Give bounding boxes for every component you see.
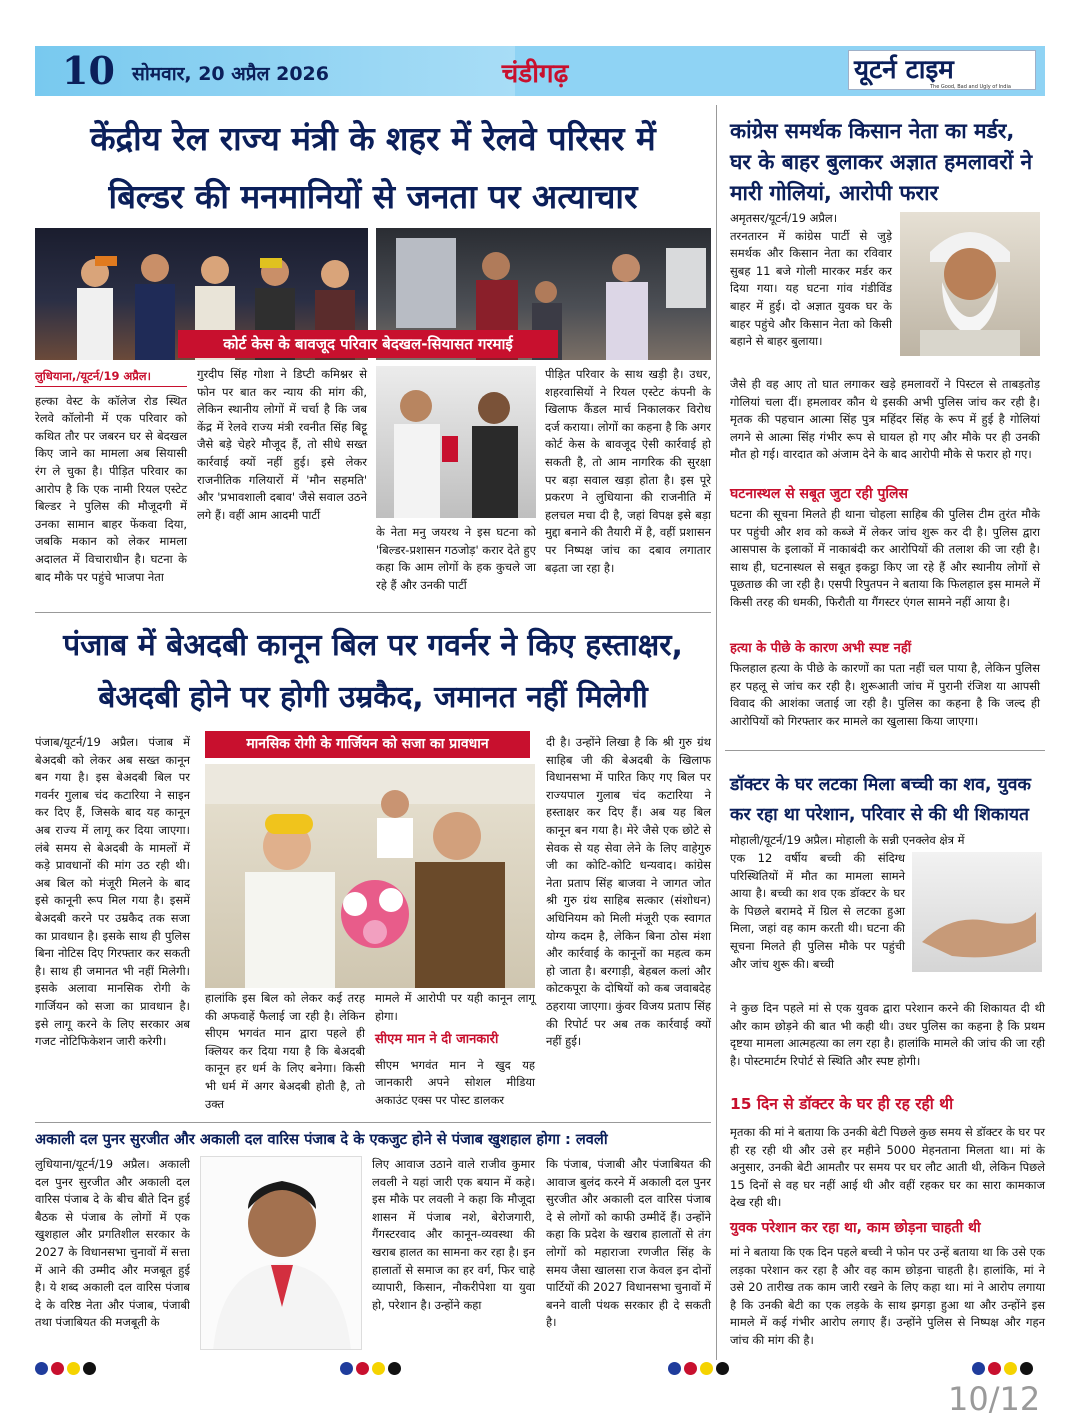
dot-navy (972, 1362, 985, 1375)
story3-strip: मानसिक रोगी के गार्जियन को सजा का प्रावधान (205, 731, 530, 758)
story3-column-3 (375, 990, 535, 1110)
farmer-portrait (900, 212, 1040, 356)
story3-headline-line1: पंजाब में बेअदबी कानून बिल पर गवर्नर ने किए हस्ताक्षर, (63, 628, 683, 663)
story4-subhead-1: 15 दिन से डॉक्टर के घर ही रह रही थी (730, 1095, 954, 1113)
story2-paragraph-1: जैसे ही वह आए तो घात लगाकर खड़े हमलावरों ने पिस्टल से ताबड़तोड़ गोलियां चला दीं। हमलावर कौन थे इसकी अभी पुलिस जांच कर रही है। मृतक की पहचान आत्मा सिंह पुत्र महिंदर सिंह के रूप में हुई है गोलियां लगने से आत्मा सिंह गंभीर रूप से घायल हो गए और मौके पर ही उनकी मौत हो गई। वारदात को अंजाम देने के बाद आरोपी मौके से फरार हो गए। (730, 377, 1040, 462)
footer-dots-1 (35, 1362, 96, 1375)
row-divider (35, 1122, 711, 1123)
row-divider (35, 612, 711, 613)
logo-tagline: The Good, Bad and Ugly of India (930, 84, 1011, 90)
story2-dateline: अमृतसर/यूटर्न/19 अप्रैल। (730, 211, 838, 225)
dot-black (1020, 1362, 1033, 1375)
right-row-divider (725, 750, 1045, 751)
story2-lead (730, 210, 892, 351)
story4-subhead-2: युवक परेशान कर रहा था, काम छोड़ना चाहती थी (730, 1220, 981, 1236)
story4-paragraph-3: मां ने बताया कि एक दिन पहले बच्ची ने फोन पर उन्हें बताया था कि उसे एक लड़का परेशान कर रहा है और वह काम छोड़ना चाहती है। हालांकि, मां ने उसे 20 तारीख तक काम जारी रखने के लिए कहा था। मां ने आरोप लगाया है कि उनकी बेटी का एक लड़के के साथ झगड़ा हुआ था और उन्होंने इस मामले में कई गंभीर आरोप लगाए हैं। उन्होंने पुलिस से निष्पक्ष और गहन जांच की मांग की है। (730, 1245, 1045, 1347)
dot-yellow (700, 1362, 713, 1375)
story2-paragraph-2: घटना की सूचना मिलते ही थाना चोहला साहिब की पुलिस टीम तुरंत मौके पर पहुंची और शव को कब्जे में लेकर जांच शुरू कर दी है। पुलिस द्वारा आसपास के इलाकों में नाकाबंदी कर आरोपियों की तलाश की जा रही है। साथ ही, घटनास्थल से सबूत इकट्ठा किए जा रहे हैं और स्थानीय लोगों से पूछताछ की जा रही है। एसपी रिपुतपन ने बताया कि फिलहाल इस मामले में किसी तरह की धमकी, फिरौती या गैंगस्टर एंगल सामने नहीं आया है। (730, 507, 1040, 609)
story2-lead-text: तरनतारन में कांग्रेस पार्टी से जुड़े समर्थक और किसान नेता का रविवार सुबह 11 बजे गोली मारकर मर्डर कर दिया गया। यह घटना गांव गंडीविंड बाहर में हुई। दो अज्ञात युवक घर के बाहर पहुंचे और किसान नेता को किसी बहाने से बाहर बुलाया। (730, 228, 892, 349)
story1-strip: कोर्ट केस के बावजूद परिवार बेदखल-सियासत गरमाई (178, 330, 558, 358)
story5-column-2: लिए आवाज उठाने वाले राजीव कुमार लवली ने यहां जारी एक बयान में कहे। इस मौके पर लवली ने कहा कि मौजूदा शासन में पंजाब नशे, बेरोजगारी, गैंगस्टरवाद और कानून-व्यवस्था की खराब हालत का सामना कर रहा है। इन हालातों से समाज का हर वर्ग, फिर चाहे व्यापारी, किसान, नौकरीपेशा या युवा हो, परेशान है। उन्होंने कहा (372, 1157, 535, 1312)
story3-column-1: पंजाब/यूटर्न/19 अप्रैल। पंजाब में बेअदबी को लेकर अब सख्त कानून बन गया है। इस बेअदबी बिल पर गवर्नर गुलाब चंद कटारिया ने साइन कर दिए हैं, जिसके बाद यह कानून अब राज्य में लागू कर दिया जाएगा। लंबे समय से बेअदबी के मामलों में कड़े प्रावधानों की मांग उठ रही थी। अब बिल को मंजूरी मिलने के बाद इसे कानूनी रूप मिल गया है। इसमें बेअदबी करने पर उम्रकैद तक सजा का प्रावधान है। इसके साथ ही पुलिस बिना नोटिस दिए गिरफ्तार कर सकती है। साथ ही जमानत भी नहीं मिलेगी। इसके अलावा मानसिक रोगी के गार्जियन को सजा का प्रावधान है। इसे लागू करने के लिए सरकार अब गजट नोटिफिकेशन जारी करेगी। (35, 735, 190, 1049)
story5-column-3: कि पंजाब, पंजाबी और पंजाबियत की आवाज बुलंद करने में अकाली दल पुनर सुरजीत और अकाली दल वारिस पंजाब दे से लोगों को काफी उम्मीदें हैं। उन्होंने कहा कि प्रदेश के खराब हालातों से तंग लोगों को महाराजा रणजीत सिंह के समय जैसा खालसा राज केवल इन दोनों पार्टियों की 2027 विधानसभा चुनावों में बनने वाली पंथक सरकार ही दे सकती है। (546, 1157, 711, 1330)
dot-navy (35, 1362, 48, 1375)
story2-headline-line3: मारी गोलियां, आरोपी फरार (730, 181, 939, 205)
story2-subhead-2: हत्या के पीछे के कारण अभी स्पष्ट नहीं (730, 641, 912, 656)
story1-headline-line2: बिल्डर की मनमानियों से जनता पर अत्याचार (108, 177, 638, 216)
lovely-portrait (201, 1157, 362, 1350)
story3-headline-line2: बेअदबी होने पर होगी उम्रकैद, जमानत नहीं मिलेगी (98, 680, 648, 715)
story1-text-1: हल्का वेस्ट के कॉलेज रोड स्थित रेलवे कॉलोनी में एक परिवार को कथित तौर पर जबरन घर से बेदखल किए जाने का मामला अब सियासी रंग ले चुका है। पीड़ित परिवार का आरोप है कि एक नामी रियल एस्टेट बिल्डर ने पुलिस की मौजूदगी में उनका सामान बाहर फेंकवा दिया, जबकि मकान को लेकर मामला अदालत में विचाराधीन है। घटना के बाद मौके पर पहुंचे भाजपा नेता (35, 393, 187, 584)
dot-black (83, 1362, 96, 1375)
story4-paragraph-2: मृतका की मां ने बताया कि उनकी बेटी पिछले कुछ समय से डॉक्टर के घर पर ही रह रही थी और उसे हर महीने 5000 मेहनताना मिलता था। मां के अनुसार, उनकी बेटी आमतौर पर समय पर घर लौट आती थी, लेकिन पिछले 15 दिनों से वह घर नहीं आई थी और वहीं रहकर घर का सारा कामकाज देख रही थी। (730, 1125, 1045, 1210)
interview-photo (376, 366, 536, 518)
dot-red (988, 1362, 1001, 1375)
story4-lead-line (730, 832, 1050, 850)
footer-dots-4 (972, 1362, 1033, 1375)
story1-headline (35, 110, 711, 226)
hand-photo (912, 852, 1042, 972)
dot-yellow (67, 1362, 80, 1375)
dot-red (684, 1362, 697, 1375)
dot-yellow (372, 1362, 385, 1375)
page-number: 10 (62, 48, 115, 93)
story3-column-2: हालांकि इस बिल को लेकर कई तरह की अफवाहें फैलाई जा रही है। लेकिन सीएम भगवंत मान द्वारा पहले ही क्लियर कर दिया गया है कि बेअदबी कानून हर धर्म के लिए बनेगा। किसी भी धर्म में अगर बेअदबी होती है, तो उक्त (205, 991, 365, 1111)
story2-headline (730, 116, 1050, 209)
footer-dots-3 (668, 1362, 729, 1375)
story2-headline-line1: कांग्रेस समर्थक किसान नेता का मर्डर, (730, 119, 1015, 143)
story3-text-3: मामले में आरोपी पर यही कानून लागू होगा। (375, 991, 535, 1023)
story4-headline-line2: कर रहा था परेशान, परिवार से की थी शिकायत (730, 805, 1030, 825)
story5-portrait (200, 1156, 362, 1350)
story2-subhead-1: घटनास्थल से सबूत जुटा रही पुलिस (730, 486, 908, 502)
story3-headline (35, 620, 711, 724)
story4-headline-line1: डॉक्टर के घर लटका मिला बच्ची का शव, युवक (730, 775, 1031, 795)
city-title: चंडीगढ़ (501, 59, 569, 89)
story4-dateline: मोहाली/यूटर्न/19 अप्रैल। (730, 833, 833, 847)
story4-headline (730, 770, 1050, 830)
story1-column-1 (35, 368, 187, 586)
story1-dateline: लुधियाना,/यूटर्न/19 अप्रैल। (35, 368, 187, 387)
dot-black (388, 1362, 401, 1375)
story1-column-2: गुरदीप सिंह गोशा ने डिप्टी कमिश्नर से फोन पर बात कर न्याय की मांग की, लेकिन स्थानीय लोगों में चर्चा है कि जब केंद्र में रेलवे राज्य मंत्री रवनीत सिंह बिट्टू जैसे बड़े चेहरे मौजूद हैं, तो सीधे सख्त कार्रवाई क्यों नहीं हुई। इसे लेकर राजनीतिक गलियारों में 'मौन सहमति' और 'प्रभावशाली दबाव' जैसे सवाल उठने लगे हैं। वहीं आम आदमी पार्टी (197, 367, 367, 522)
story2-photo (900, 212, 1040, 356)
story4-photo (912, 852, 1042, 972)
story1-column-3: के नेता मनु जयरथ ने इस घटना को 'बिल्डर-प्रशासन गठजोड़' करार देते हुए कहा कि आम लोगों के हक कुचले जा रहे हैं और उनकी पार्टी (376, 525, 536, 592)
story1-headline-line1: केंद्रीय रेल राज्य मंत्री के शहर में रेलवे परिसर में (90, 119, 656, 158)
story5-headline: अकाली दल पुनर सुरजीत और अकाली दल वारिस पंजाब दे के एकजुट होने से पंजाब खुशहाल होगा : लवली (35, 1131, 608, 1148)
story1-column-4: पीड़ित परिवार के साथ खड़ी है। उधर, शहरवासियों ने रियल एस्टेट कंपनी के खिलाफ कैंडल मार्च निकालकर विरोध दर्ज कराया। लोगों का कहना है कि अगर कोर्ट केस के बावजूद ऐसी कार्रवाई हो सकती है, तो आम नागरिक की सुरक्षा पर बड़ा सवाल खड़ा होता है। इस पूरे प्रकरण ने लुधियाना की राजनीति में हलचल मचा दी है, जहां विपक्ष इसे बड़ा मुद्दा बनाने की तैयारी में है, वहीं प्रशासन पर निष्पक्ष जांच का दबाव लगातार बढ़ता जा रहा है। (545, 367, 711, 575)
issue-date: सोमवार, 20 अप्रैल 2026 (132, 63, 329, 85)
dot-navy (340, 1362, 353, 1375)
story3-subhead: सीएम मान ने दी जानकारी (375, 1032, 499, 1048)
story3-column-4: दी है। उन्होंने लिखा है कि श्री गुरु ग्रंथ साहिब जी की बेअदबी के खिलाफ विधानसभा में पारित किए गए बिल पर राज्यपाल गुलाब चंद कटारिया ने हस्ताक्षर कर दिए हैं। अब यह बिल कानून बन गया है। मेरे जैसे एक छोटे से सेवक से यह सेवा लेने के लिए वाहेगुरु जी का कोटि-कोटि धन्यवाद। कांग्रेस नेता प्रताप सिंह बाजवा ने जागत जोत श्री गुरु ग्रंथ साहिब सत्कार (संशोधन) अधिनियम को मिली मंजूरी एक स्वागत योग्य कदम है, लेकिन बिना ठोस मंशा और कार्रवाई के कानूनों का महत्व कम हो जाता है। बरगाड़ी, बेहबल कलां और कोटकपूरा के दोषियों को कब जवाबदेह ठहराया जाएगा। कुंवर विजय प्रताप सिंह की रिपोर्ट पर अब तक कार्रवाई क्यों नहीं हुई। (546, 735, 711, 1049)
story2-paragraph-3: फिलहाल हत्या के पीछे के कारणों का पता नहीं चल पाया है, लेकिन पुलिस हर पहलू से जांच कर रही है। शुरूआती जांच में पुरानी रंजिश या आपसी विवाद की आशंका जताई जा रही है। पुलिस का कहना है कि जल्द ही आरोपियों को गिरफ्तार कर मामले का खुलासा किया जाएगा। (730, 661, 1040, 728)
story3-photo (205, 764, 535, 988)
story2-headline-line2: घर के बाहर बुलाकर अज्ञात हमलावरों ने (730, 150, 1033, 174)
dot-yellow (1004, 1362, 1017, 1375)
dot-black (716, 1362, 729, 1375)
logo-text: यूटर्न टाइम (854, 55, 954, 85)
column-divider (716, 105, 717, 1360)
cm-governor-photo (205, 764, 535, 988)
story4-lead-a: मोहाली के सन्नी एनक्लेव क्षेत्र में (835, 833, 965, 847)
footer-dots-2 (340, 1362, 401, 1375)
story4-paragraph-1: ने कुछ दिन पहले मां से एक युवक द्वारा परेशान करने की शिकायत दी थी और काम छोड़ने की बात भी कही थी। उधर पुलिस का कहना है कि प्रथम दृष्टया मामला आत्महत्या का लग रहा है। हालांकि मामले की जांच की जा रही है। पोस्टमार्टम रिपोर्ट से स्थिति और स्पष्ट होगी। (730, 1001, 1045, 1068)
dot-red (356, 1362, 369, 1375)
story1-interview-photo (376, 366, 536, 518)
story4-lead-b: एक 12 वर्षीय बच्ची की संदिग्ध परिस्थितियों में मौत का मामला सामने आया है। बच्ची का शव एक डॉक्टर के घर के पिछले बरामदे में ग्रिल से लटका हुआ मिला, जहां वह काम करती थी। घटना की सूचना मिलते ही पुलिस मौके पर पहुंची और जांच शुरू की। बच्ची (730, 851, 905, 971)
dot-navy (668, 1362, 681, 1375)
story5-column-1: लुधियाना/यूटर्न/19 अप्रैल। अकाली दल पुनर सुरजीत और अकाली दल वारिस पंजाब दे के बीच बीते दिन हुई बैठक से पंजाब के लोगों में एक खुशहाल और प्रगतिशील सरकार के 2027 के विधानसभा चुनावों में सत्ता में आने की उम्मीद और मजबूत हुई है। ये शब्द अकाली दल वारिस पंजाब दे के वरिष्ठ नेता और पंजाब, पंजाबी तथा पंजाबियत की मजबूती के (35, 1157, 190, 1330)
dot-red (51, 1362, 64, 1375)
page-indicator: 10/12 (948, 1380, 1041, 1418)
story3-text-3b: सीएम भगवंत मान ने खुद यह जानकारी अपने सोशल मीडिया अकाउंट एक्स पर पोस्ट डालकर (375, 1057, 535, 1107)
